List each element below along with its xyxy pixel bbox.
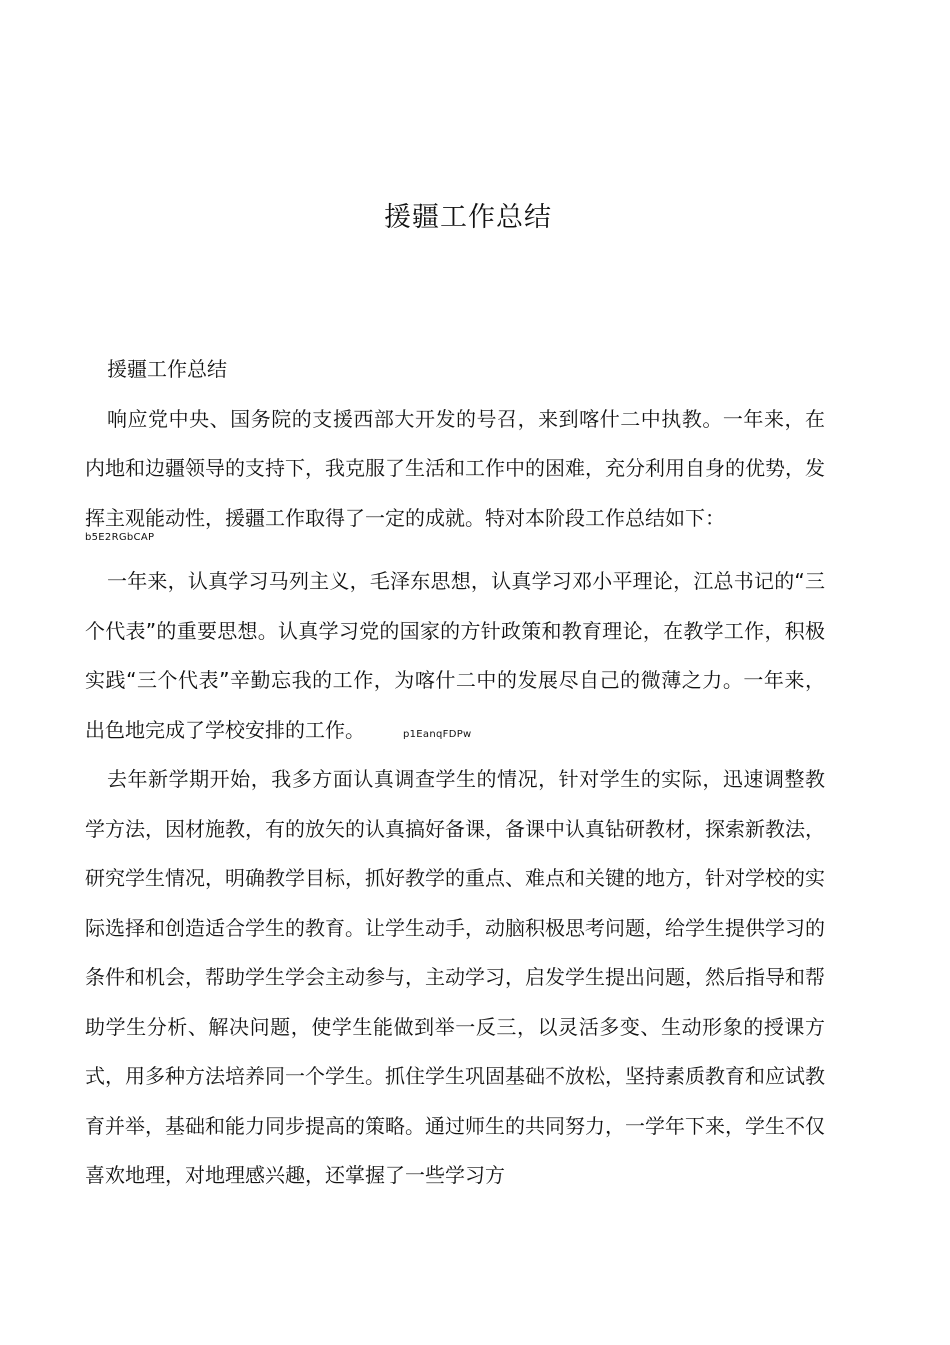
reference-code: b5E2RGbCAP [85,532,155,543]
paragraph-intro [85,395,825,544]
paragraph-teaching [85,755,825,1201]
section-heading: 援疆工作总结 [107,357,227,381]
reference-code-inline: p1EanqFDPw [403,728,472,740]
document-title: 援疆工作总结 [384,202,552,233]
paragraph-intro-text: 响应党中央、国务院的支援西部大开发的号召，来到喀什二中执教。一年来，在内地和边疆领导的支持下，我克服了生活和工作中的困难，充分利用自身的优势，发挥主观能动性，援疆工作取得了一定的成就。特对本阶段工作总结如下： [85,406,825,530]
paragraph-study [85,557,825,755]
document-body [85,345,825,1201]
paragraph-study-text: 一年来，认真学习马列主义，毛泽东思想，认真学习邓小平理论，江总书记的“三个代表”的重要思想。认真学习党的国家的方针政策和教育理论，在教学工作，积极实践“三个代表”辛勤忘我的工作，为喀什二中的发展尽自己的微薄之力。一年来，出色地完成了学校安排的工作。 [85,569,825,742]
paragraph-teaching-text: 去年新学期开始，我多方面认真调查学生的情况，针对学生的实际，迅速调整教学方法，因材施教，有的放矢的认真搞好备课，备课中认真钻研教材，探索新教法，研究学生情况，明确教学目标，抓好教学的重点、难点和关键的地方，针对学校的实际选择和创造适合学生的教育。让学生动手，动脑积极思考问题，给学生提供学习的条件和机会，帮助学生学会主动参与，主动学习，启发学生提出问题，然后指导和帮助学生分析、解决问题，使学生能做到举一反三，以灵活多变、生动形象的授课方式，用多种方法培养同一个学生。抓住学生巩固基础不放松，坚持素质教育和应试教育并举，基础和能力同步提高的策略。通过师生的共同努力，一学年下来，学生不仅喜欢地理，对地理感兴趣，还掌握了一些学习方 [85,767,825,1187]
